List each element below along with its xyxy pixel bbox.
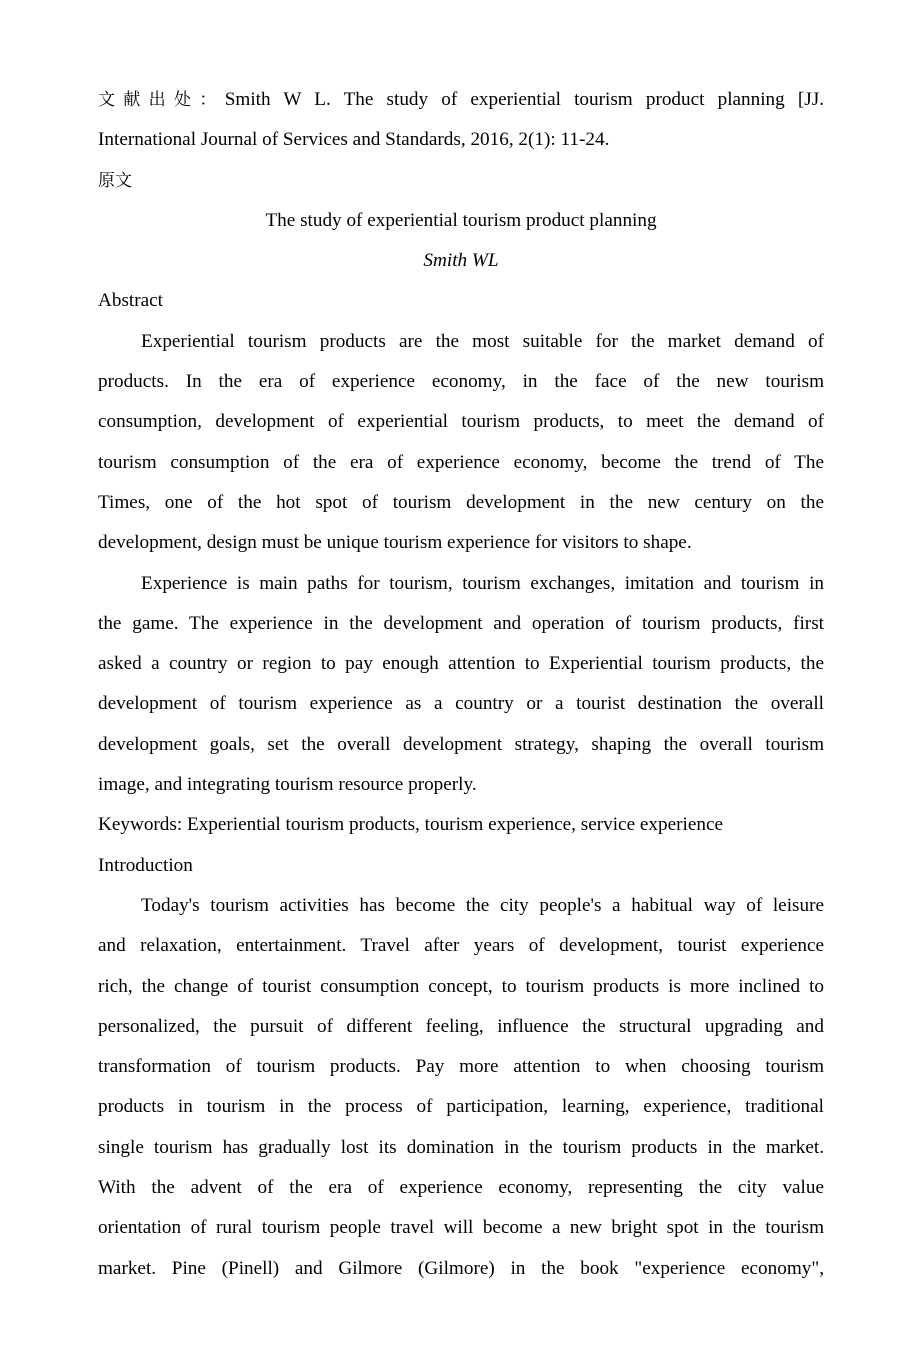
text-line: development goals, set the overall development strategy, shaping the overall tourism xyxy=(98,733,824,755)
text-line: development, design must be unique tourism experience for visitors to shape. xyxy=(98,532,692,554)
abstract-heading: Abstract xyxy=(98,290,164,312)
paper-author: Smith WL xyxy=(423,250,499,272)
source-label: 文献出处： xyxy=(98,90,225,110)
document-page xyxy=(98,87,824,1296)
source-citation-line-1 xyxy=(98,87,824,127)
text-line: transformation of tourism products. Pay more attention to when choosing tourism xyxy=(98,1056,824,1078)
abstract-paragraph-1 xyxy=(98,329,824,571)
keywords: Keywords: Experiential tourism products, tourism experience, service experience xyxy=(98,814,723,836)
text-line: Today's tourism activities has become the city people's a habitual way of leisure xyxy=(141,894,824,916)
introduction-paragraph-1 xyxy=(98,893,824,1296)
introduction-heading: Introduction xyxy=(98,854,193,876)
text-line: tourism consumption of the era of experience economy, become the trend of The xyxy=(98,451,824,473)
text-line: the game. The experience in the development and operation of tourism products, first xyxy=(98,612,824,634)
text-line: Times, one of the hot spot of tourism development in the new century on the xyxy=(98,491,824,513)
text-line: personalized, the pursuit of different feeling, influence the structural upgrading and xyxy=(98,1015,824,1037)
text-line: products in tourism in the process of participation, learning, experience, traditional xyxy=(98,1096,824,1118)
abstract-paragraph-2 xyxy=(98,571,824,813)
text-line: orientation of rural tourism people travel will become a new bright spot in the tourism xyxy=(98,1217,824,1239)
text-line: rich, the change of tourist consumption concept, to tourism products is more inclined to xyxy=(98,975,824,997)
text-line: consumption, development of experiential tourism products, to meet the demand of xyxy=(98,411,824,433)
text-line: and relaxation, entertainment. Travel after years of development, tourist experience xyxy=(98,935,824,957)
text-line: image, and integrating tourism resource properly. xyxy=(98,774,477,796)
original-label: 原文 xyxy=(98,170,132,191)
text-line: market. Pine (Pinell) and Gilmore (Gilmore) in the book "experience economy", xyxy=(98,1257,824,1279)
text-line: Experiential tourism products are the most suitable for the market demand of xyxy=(141,330,824,352)
text-line: asked a country or region to pay enough attention to Experiential tourism products, the xyxy=(98,653,824,675)
paper-title: The study of experiential tourism product planning xyxy=(265,209,657,231)
source-citation-line-2: International Journal of Services and Standards, 2016, 2(1): 11-24. xyxy=(98,129,610,151)
text-line: single tourism has gradually lost its domination in the tourism products in the market. xyxy=(98,1136,824,1158)
citation-text-1: Smith W L. The study of experiential tourism product planning [JJ. xyxy=(224,89,825,110)
text-line: products. In the era of experience economy, in the face of the new tourism xyxy=(98,371,824,393)
text-line: With the advent of the era of experience economy, representing the city value xyxy=(98,1177,824,1199)
text-line: development of tourism experience as a country or a tourist destination the overall xyxy=(98,693,824,715)
text-line: Experience is main paths for tourism, tourism exchanges, imitation and tourism in xyxy=(141,572,824,594)
